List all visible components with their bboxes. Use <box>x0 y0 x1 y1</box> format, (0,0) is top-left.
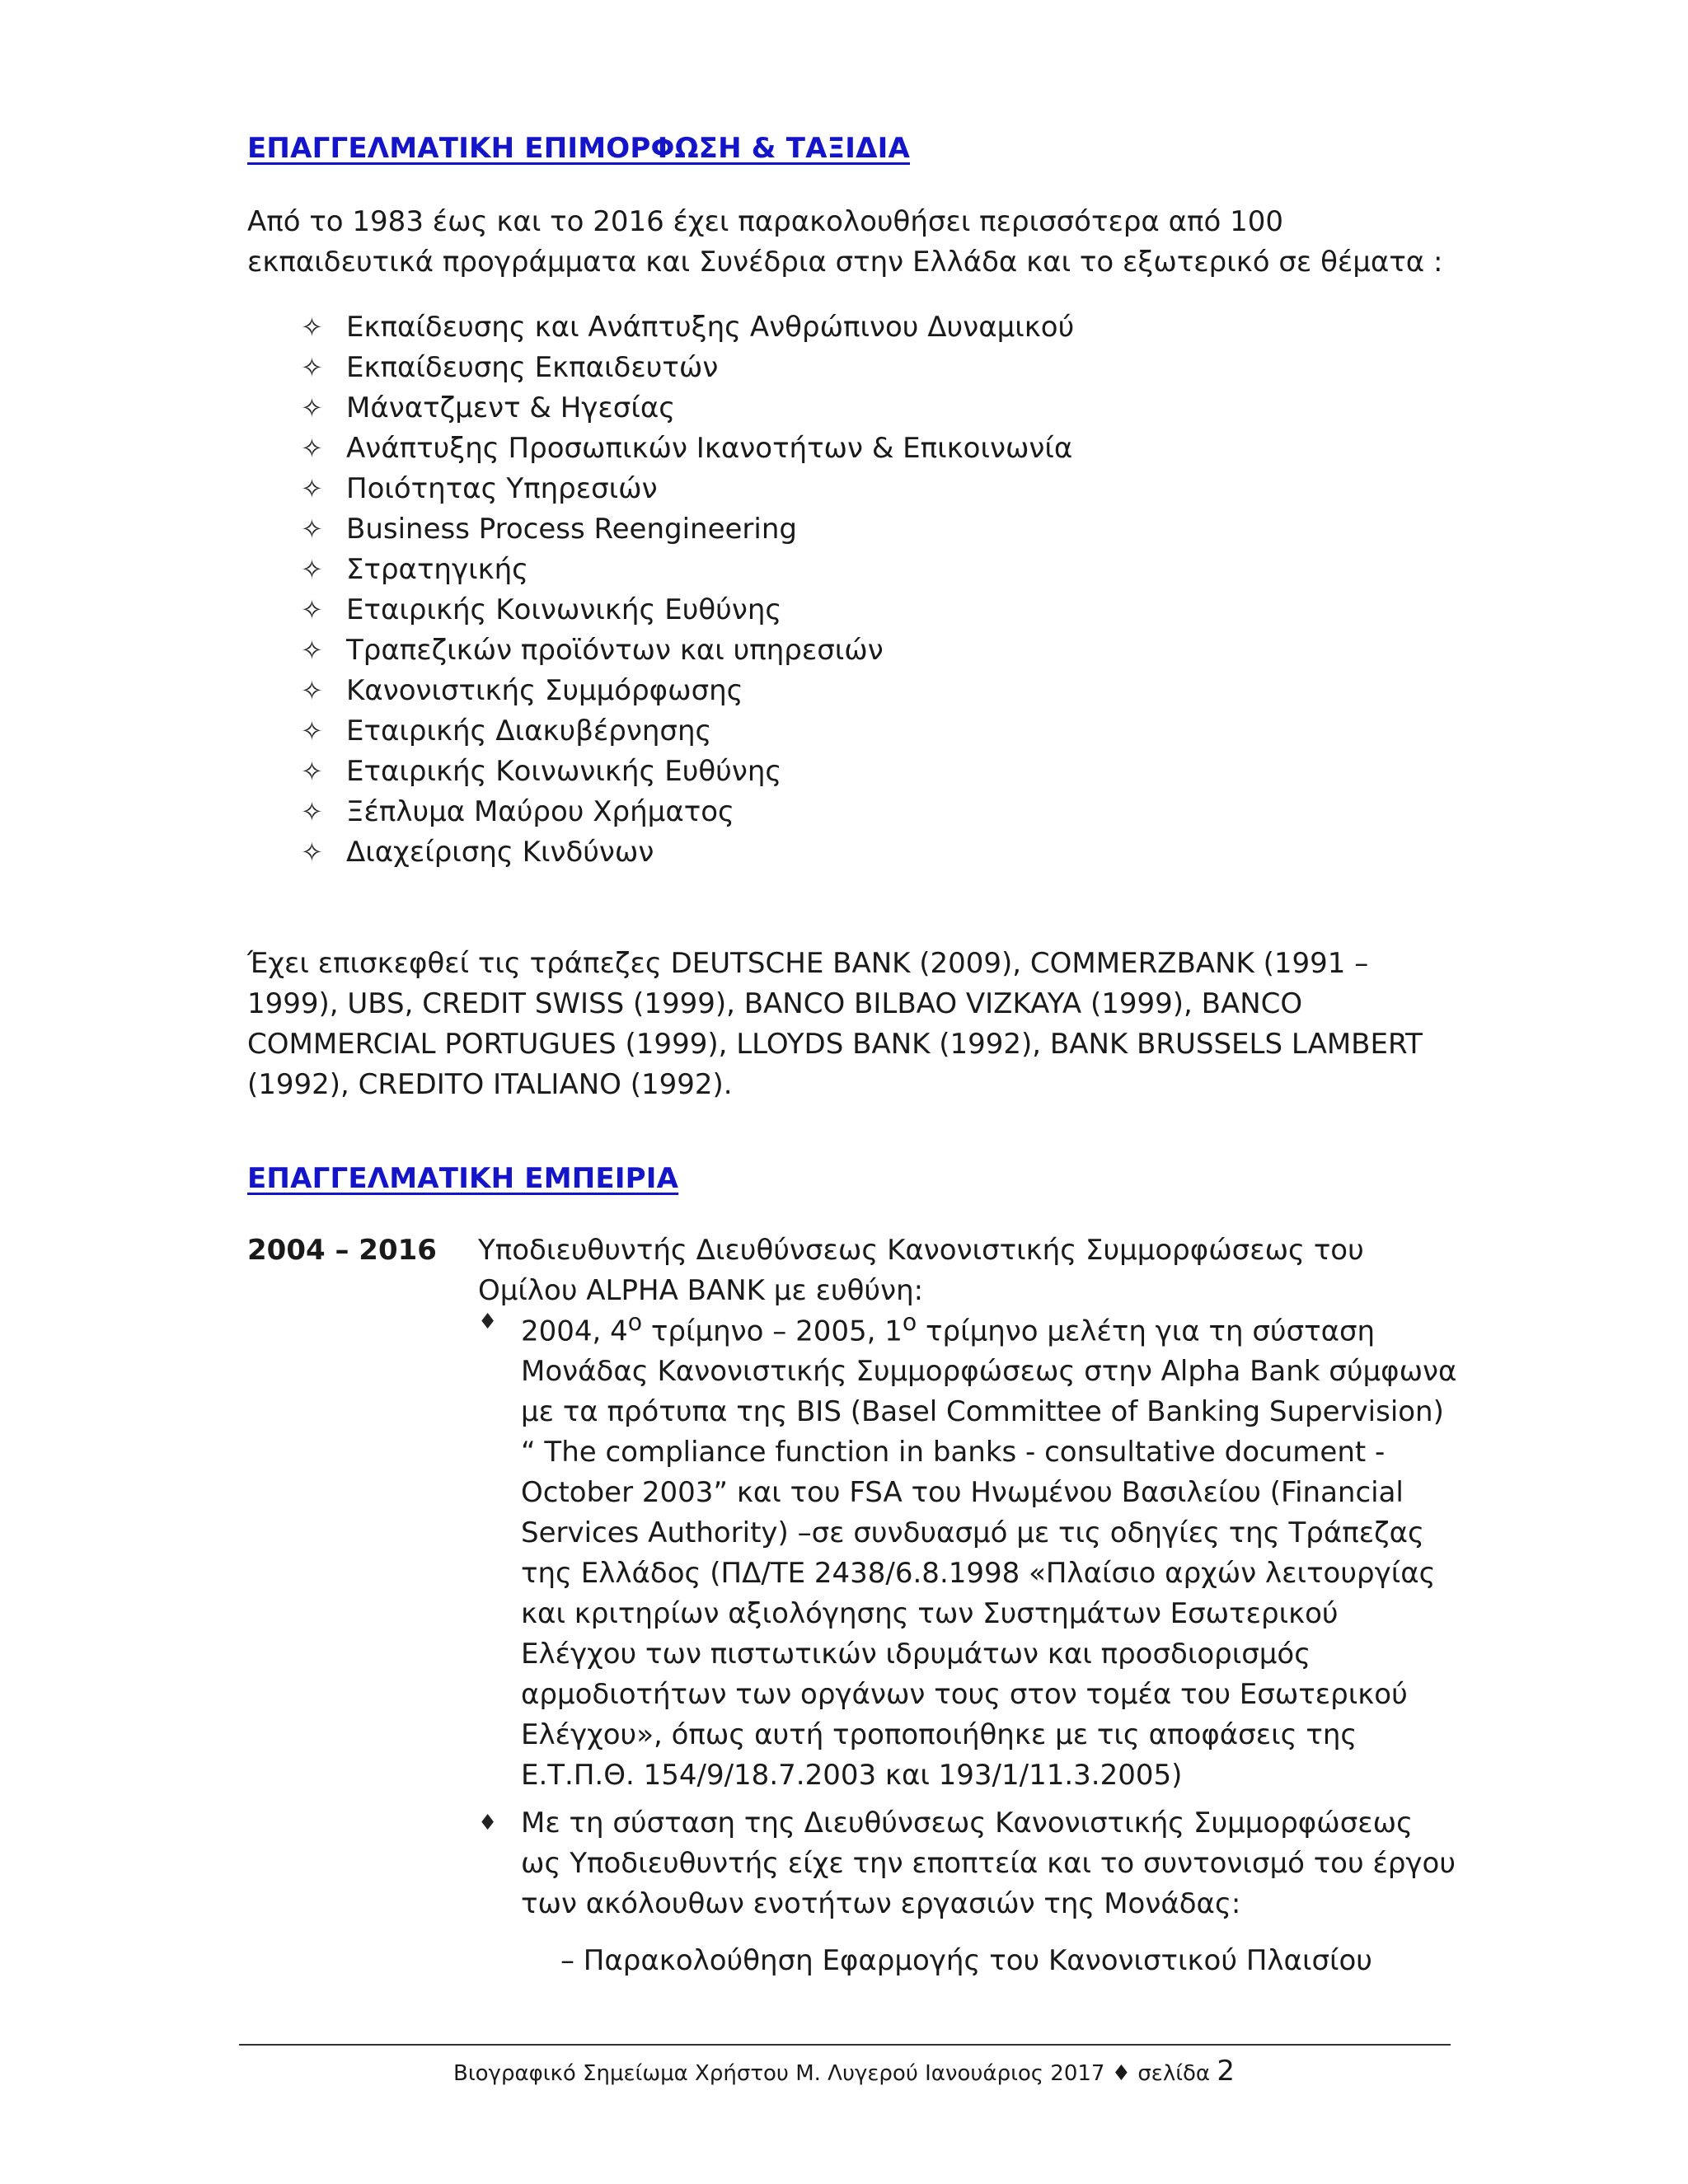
list-item: ✧ Τραπεζικών προϊόντων και υπηρεσιών <box>301 630 1074 671</box>
footer-divider <box>239 2044 1451 2046</box>
list-item: ✧ Business Process Reengineering <box>301 509 1074 550</box>
section-heading-training: ΕΠΑΓΓΕΛΜΑΤΙΚΗ ΕΠΙΜΟΡΦΩΣΗ & ΤΑΞΙΔΙΑ <box>247 132 911 165</box>
star-bullet-icon: ✧ <box>301 433 323 464</box>
star-bullet-icon: ✧ <box>301 635 323 666</box>
list-item: ✧ Εκπαίδευσης και Ανάπτυξης Ανθρώπινου Δυναμικού <box>301 307 1074 348</box>
star-bullet-icon: ✧ <box>301 352 323 383</box>
star-bullet-icon: ✧ <box>301 513 323 545</box>
diamond-separator-icon: ♦ <box>1111 2061 1132 2086</box>
star-bullet-icon: ✧ <box>301 837 323 868</box>
section-heading-experience: ΕΠΑΓΓΕΛΜΑΤΙΚΗ ΕΜΠΕΙΡΙΑ <box>247 1162 679 1195</box>
training-topics-list <box>301 307 1074 873</box>
experience-period: 2004 – 2016 <box>247 1234 437 1267</box>
page-footer <box>0 2055 1688 2090</box>
experience-bullet-1 <box>478 1302 1459 1796</box>
list-item: ✧ Ανάπτυξης Προσωπικών Ικανοτήτων & Επικοινωνία <box>301 429 1074 469</box>
star-bullet-icon: ✧ <box>301 392 323 424</box>
training-intro-paragraph: Από το 1983 έως και το 2016 έχει παρακολουθήσει περισσότερα από 100 εκπαιδευτικά προγράμματα και Συνέδρια στην Ελλάδα και το εξωτερικό σε θέματα : <box>247 205 1443 279</box>
list-item: ✧ Εκπαίδευσης Εκπαιδευτών <box>301 348 1074 388</box>
page-number: 2 <box>1217 2055 1235 2088</box>
page-label: σελίδα <box>1137 2061 1211 2086</box>
list-item: ✧ Κανονιστικής Συμμόρφωσης <box>301 671 1074 711</box>
star-bullet-icon: ✧ <box>301 594 323 626</box>
experience-sub-item: – Παρακολούθηση Εφαρμογής του Κανονιστικού Πλαισίου <box>560 1944 1372 1977</box>
list-item: ✧ Εταιρικής Κοινωνικής Ευθύνης <box>301 752 1074 792</box>
list-item: ✧ Ξέπλυμα Μαύρου Χρήματος <box>301 792 1074 832</box>
experience-bullet-1-text: 2004, $4^o$ τρίμηνο – 2005, $1^o$ τρίμηνο μελέτη για τη σύσταση Μονάδας Κανονιστικής Συμμορφώσεως στην Alpha Bank σύμφωνα με τα πρότυπα της BIS (Basel Committee of Banking Supervision) “ The compliance function in banks - consultative document - October 2003” και του FSA του Ηνωμένου Βασιλείου (Financial Services Authority) –σε συνδυασμό με τις οδηγίες της Τράπεζας της Ελλάδος (ΠΔ/ΤΕ 2438/6.8.1998 «Πλαίσιο αρχών λειτουργίας και κριτηρίων αξιολόγησης των Συστημάτων Εσωτερικού Ελέγχου των πιστωτικών ιδρυμάτων και προσδιορισμός αρμοδιοτήτων των οργάνων τους στον τομέα του Εσωτερικού Ελέγχου», όπως αυτή τροποποιήθηκε με τις αποφάσεις της Ε.Τ.Π.Θ. 154/9/18.7.2003 και 193/1/11.3.2005) <box>521 1309 1457 1793</box>
list-item: ✧ Μάνατζμεντ & Ηγεσίας <box>301 388 1074 429</box>
star-bullet-icon: ✧ <box>301 554 323 585</box>
star-bullet-icon: ✧ <box>301 312 323 343</box>
list-item: ✧ Στρατηγικής <box>301 550 1074 590</box>
list-item: ✧ Εταιρικής Διακυβέρνησης <box>301 711 1074 752</box>
footer-text: Βιογραφικό Σημείωμα Χρήστου Μ. Λυγερού Ιανουάριος 2017 <box>453 2061 1105 2086</box>
star-bullet-icon: ✧ <box>301 675 323 706</box>
list-item: ✧ Ποιότητας Υπηρεσιών <box>301 469 1074 509</box>
diamond-bullet-icon: ♦ <box>478 1310 498 1334</box>
experience-title: Υποδιευθυντής Διευθύνσεως Κανονιστικής Συμμορφώσεως του Ομίλου ALPHA BANK με ευθύνη: <box>478 1234 1364 1307</box>
experience-bullet-2-text: Με τη σύσταση της Διευθύνσεως Κανονιστικής Συμμορφώσεως ως Υποδιευθυντής είχε την εποπτεία και το συντονισμό του έργου των ακόλουθων ενοτήτων εργασιών της Μονάδας: <box>521 1807 1456 1920</box>
banks-visited-paragraph: Έχει επισκεφθεί τις τράπεζες DEUTSCHE BANK (2009), COMMERZBANK (1991 – 1999), UBS, CREDIT SWISS (1999), BANCO BILBAO VIZKAYA (1999), BANCO COMMERCIAL PORTUGUES (1999), LLOYDS BANK (1992), BANK BRUSSELS LAMBERT (1992), CREDITO ITALIANO (1992). <box>247 947 1423 1101</box>
list-item: ✧ Εταιρικής Κοινωνικής Ευθύνης <box>301 590 1074 630</box>
star-bullet-icon: ✧ <box>301 756 323 787</box>
star-bullet-icon: ✧ <box>301 715 323 747</box>
star-bullet-icon: ✧ <box>301 796 323 827</box>
list-item: ✧ Διαχείρισης Κινδύνων <box>301 832 1074 873</box>
diamond-bullet-icon: ♦ <box>478 1811 498 1835</box>
star-bullet-icon: ✧ <box>301 473 323 504</box>
experience-bullet-2 <box>478 1803 1459 1924</box>
